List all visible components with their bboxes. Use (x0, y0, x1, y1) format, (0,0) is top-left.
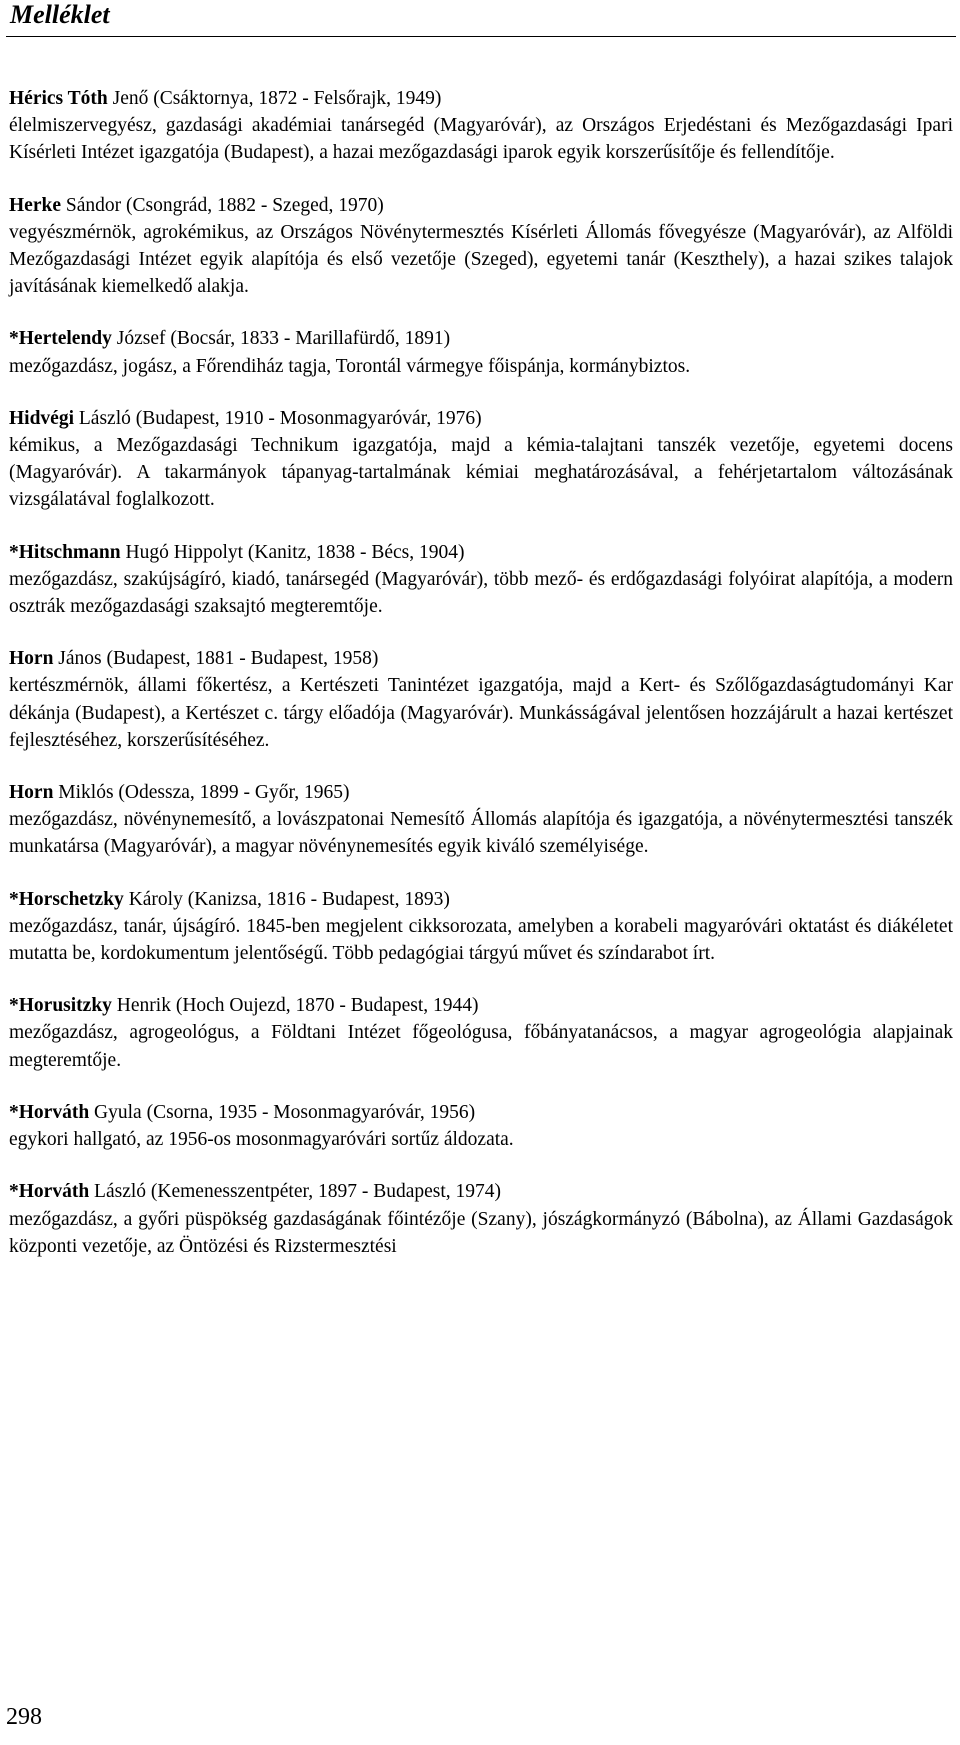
biography-entry (9, 992, 953, 1074)
biography-entry (9, 1099, 953, 1153)
entry-heading (9, 192, 953, 219)
entry-details: Gyula (Csorna, 1935 - Mosonmagyaróvár, 1956) (89, 1101, 476, 1123)
entry-heading (9, 539, 953, 566)
entry-description: mezőgazdász, a győri püspökség gazdaságának főintézője (Szany), jószágkormányzó (Bábolna), az Állami Gazdaságok központi vezetője, az Öntözési és Rizstermesztési (9, 1208, 953, 1257)
entry-surname: *Hertelendy (9, 328, 112, 350)
entry-description: vegyészmérnök, agrokémikus, az Országos Növénytermesztés Kísérleti Állomás fővegyésze (Magyaróvár), az Alföldi Mezőgazdasági Intézet egyik alapítója és első vezetője (Szeged), egyetemi tanár (Keszthely), a hazai szikes talajok javításának kiemelkedő alakja. (9, 221, 953, 298)
biography-list (9, 85, 953, 1285)
entry-surname: Horn (9, 648, 54, 670)
entry-description: élelmiszervegyész, gazdasági akadémiai tanársegéd (Magyaróvár), az Országos Erjedéstani és Mezőgazdasági Ipari Kísérleti Intézet igazgatója (Budapest), a hazai mezőgazdasági iparok egyik korszerűsítője és fellendítője. (9, 115, 953, 164)
entry-details: János (Budapest, 1881 - Budapest, 1958) (53, 648, 379, 670)
entry-description: mezőgazdász, növénynemesítő, a lovászpatonai Nemesítő Állomás alapítója és igazgatója, a növénytermesztési tanszék munkatársa (Magyaróvár), a magyar növénynemesítés egyik kiváló személyisége. (9, 809, 953, 858)
entry-details: Jenő (Csáktornya, 1872 - Felsőrajk, 1949) (107, 88, 442, 109)
entry-description: mezőgazdász, agrogeológus, a Földtani Intézet főgeológusa, főbányatanácsos, a magyar agrogeológia alapjainak megteremtője. (9, 1022, 953, 1071)
entry-surname: *Horschetzky (9, 888, 124, 910)
entry-description: mezőgazdász, tanár, újságíró. 1845-ben megjelent cikksorozata, amelyben a korabeli magyaróvári oktatást és diákéletet mutatta be, kordokumentum jelentőségű. Több pedagógiai tárgyú művet és színdarabot írt. (9, 915, 953, 965)
biography-entry (9, 779, 953, 861)
entry-surname: *Horváth (9, 1181, 90, 1203)
entry-heading (9, 325, 953, 352)
page-number: 298 (6, 1704, 42, 1730)
biography-entry (9, 1178, 953, 1260)
entry-description: mezőgazdász, jogász, a Főrendiház tagja, Torontál vármegye főispánja, kormánybiztos. (9, 355, 691, 377)
entry-heading (9, 886, 953, 913)
entry-details: László (Kemenesszentpéter, 1897 - Budapest, 1974) (89, 1181, 502, 1203)
entry-heading (9, 405, 953, 432)
biography-entry (9, 645, 953, 754)
biography-entry (9, 192, 953, 301)
entry-description: kertészmérnök, állami főkertész, a Kertészeti Tanintézet igazgatója, majd a Kert- és Szőlőgazdaságtudományi Kar dékánja (Budapest), a Kertészet c. tárgy előadója (Magyaróvár). Munkásságával jelentősen hozzájárult a hazai kertészet fejlesztéséhez, korszerűsítéséhez. (9, 675, 953, 751)
entry-surname: Hidvégi (9, 407, 75, 429)
entry-heading (9, 85, 953, 112)
entry-description: egykori hallgató, az 1956-os mosonmagyaróvári sortűz áldozata. (9, 1129, 514, 1151)
biography-entry (9, 405, 953, 514)
entry-details: Hugó Hippolyt (Kanitz, 1838 - Bécs, 1904) (120, 541, 465, 563)
entry-details: Miklós (Odessza, 1899 - Győr, 1965) (53, 782, 350, 804)
biography-entry (9, 539, 953, 621)
entry-surname: Hérics Tóth (9, 88, 108, 109)
biography-entry (9, 325, 953, 379)
entry-details: Károly (Kanizsa, 1816 - Budapest, 1893) (123, 888, 450, 910)
entry-heading (9, 645, 953, 672)
entry-heading (9, 779, 953, 806)
entry-surname: Horn (9, 782, 54, 804)
entry-heading (9, 1099, 953, 1126)
entry-heading (9, 992, 953, 1019)
entry-surname: *Horusitzky (9, 995, 112, 1017)
biography-entry (9, 85, 953, 167)
entry-description: mezőgazdász, szakújságíró, kiadó, tanársegéd (Magyaróvár), több mező- és erdőgazdasági folyóirat alapítója, a modern osztrák mezőgazdasági szaksajtó megteremtője. (9, 568, 953, 618)
entry-heading (9, 1178, 953, 1205)
page-title: Melléklet (10, 0, 110, 29)
entry-description: kémikus, a Mezőgazdasági Technikum igazgatója, majd a kémia-talajtani tanszék vezetője, egyetemi docens (Magyaróvár). A takarmányok tápanyag-tartalmának kémiai meghatározásával, a fehérjetartalom változásának vizsgálatával foglalkozott. (9, 435, 953, 511)
page-header (6, 0, 956, 37)
entry-surname: *Horváth (9, 1101, 90, 1123)
entry-surname: Herke (9, 194, 61, 216)
biography-entry (9, 886, 953, 968)
entry-details: László (Budapest, 1910 - Mosonmagyaróvár, 1976) (74, 407, 482, 429)
entry-details: József (Bocsár, 1833 - Marillafürdő, 1891) (111, 328, 451, 350)
entry-details: Sándor (Csongrád, 1882 - Szeged, 1970) (60, 194, 384, 216)
entry-details: Henrik (Hoch Oujezd, 1870 - Budapest, 1944) (111, 995, 479, 1017)
entry-surname: *Hitschmann (9, 541, 121, 563)
